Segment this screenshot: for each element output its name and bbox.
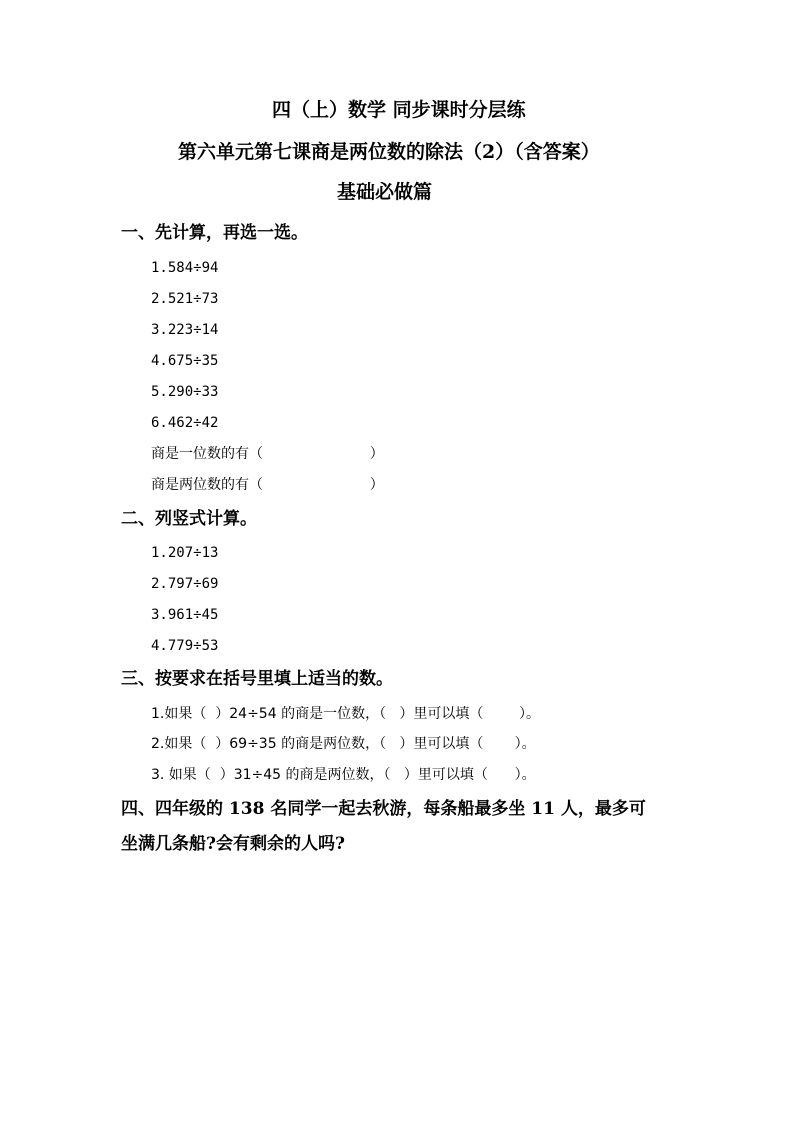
doc-subtitle: 第六单元第七课商是两位数的除法（2）（含答案） [178, 141, 600, 163]
section1-item: 2.521÷73 [151, 291, 219, 307]
section4-question-line1: 四、四年级的 138 名同学一起去秋游，每条船最多坐 11 人，最多可 [121, 799, 646, 819]
section1-blank-two-digit: 商是两位数的有（ ） [151, 477, 384, 493]
section3-heading: 三、按要求在括号里填上适当的数。 [121, 669, 393, 689]
section2-item: 1.207÷13 [151, 545, 219, 561]
doc-title: 四（上）数学 同步课时分层练 [272, 99, 526, 121]
section2-item: 2.797÷69 [151, 576, 219, 592]
section1-item: 3.223÷14 [151, 322, 219, 338]
section1-item: 6.462÷42 [151, 415, 219, 431]
section1-item: 1.584÷94 [151, 260, 219, 276]
doc-level: 基础必做篇 [337, 181, 433, 203]
section3-item: 1.如果（ ）24÷54 的商是一位数，（ ）里可以填（ ）。 [151, 706, 541, 722]
section1-item: 4.675÷35 [151, 353, 219, 369]
section1-blank-one-digit: 商是一位数的有（ ） [151, 446, 384, 462]
section2-item: 3.961÷45 [151, 607, 219, 623]
section2-heading: 二、列竖式计算。 [121, 509, 257, 529]
section1-item: 5.290÷33 [151, 384, 219, 400]
section4-question-line2: 坐满几条船?会有剩余的人吗? [121, 834, 345, 854]
section2-item: 4.779÷53 [151, 638, 219, 654]
section1-heading: 一、先计算，再选一选。 [121, 223, 308, 243]
section3-item: 2.如果（ ）69÷35 的商是两位数，（ ）里可以填（ ）。 [151, 736, 536, 752]
section3-item: 3. 如果（ ）31÷45 的商是两位数，（ ）里可以填（ ）。 [151, 767, 536, 783]
